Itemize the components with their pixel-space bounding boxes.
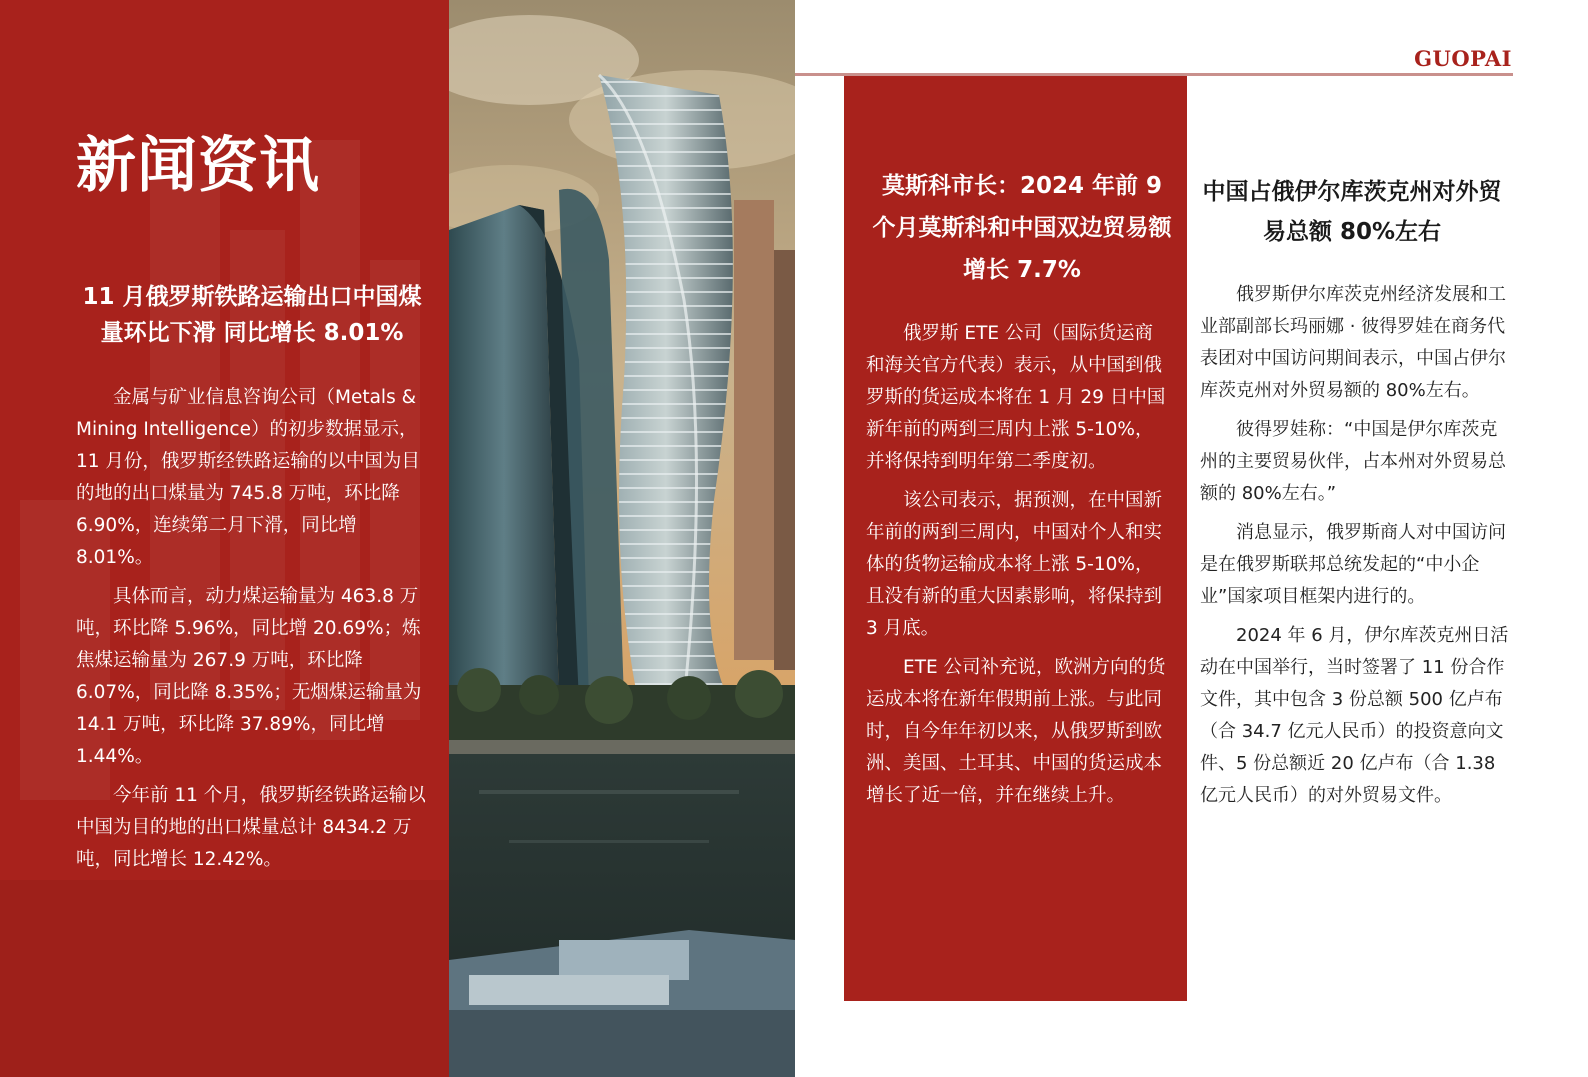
right-article-headline: 中国占俄伊尔库茨克州对外贸易总额 80%左右 bbox=[1202, 179, 1502, 245]
left-article-paragraph: 金属与矿业信息咨询公司（Metals & Mining Intelligence）的初步数据显示，11 月份，俄罗斯经铁路运输的以中国为目的地的出口煤量为 745.8 万吨，环比降 6.90%，连续第二月下滑，同比增 8.01%。 bbox=[76, 387, 420, 568]
ghost-water bbox=[0, 880, 449, 1077]
mid-article-paragraph: ETE 公司补充说，欧洲方向的货运成本将在新年假期前上涨。与此同时，自今年年初以来，从俄罗斯到欧洲、美国、土耳其、中国的货运成本增长了近一倍，并在继续上升。 bbox=[866, 657, 1166, 806]
left-article-body bbox=[76, 382, 428, 883]
right-article-body bbox=[1200, 279, 1510, 819]
skyline-illustration bbox=[449, 0, 795, 1077]
mid-article-headline: 莫斯科市长：2024 年前 9 个月莫斯科和中国双边贸易额增长 7.7% bbox=[872, 173, 1172, 283]
mid-article-body bbox=[866, 318, 1170, 819]
section-title: 新闻资讯 bbox=[76, 131, 320, 201]
right-article-paragraph: 彼得罗娃称：“中国是伊尔库茨克州的主要贸易伙伴，占本州对外贸易总额的 80%左右。” bbox=[1200, 419, 1506, 504]
brand-logo-text: GUOPAI bbox=[1414, 46, 1512, 71]
right-article-paragraph: 2024 年 6 月，伊尔库茨克州日活动在中国举行，当时签署了 11 份合作文件，其中包含 3 份总额 500 亿卢布（合 34.7 亿元人民币）的投资意向文件、5 份总额近 20 亿卢布（合 1.38 亿元人民币）的对外贸易文件。 bbox=[1200, 625, 1509, 806]
mid-article-paragraph: 俄罗斯 ETE 公司（国际货运商和海关官方代表）表示，从中国到俄罗斯的货运成本将在 1 月 29 日中国新年前的两到三周内上涨 5-10%，并将保持到明年第二季度初。 bbox=[866, 323, 1166, 472]
mid-article-paragraph: 该公司表示，据预测，在中国新年前的两到三周内，中国对个人和实体的货物运输成本将上涨 5-10%，且没有新的重大因素影响，将保持到 3 月底。 bbox=[866, 490, 1163, 639]
right-article-paragraph: 俄罗斯伊尔库茨克州经济发展和工业部副部长玛丽娜 · 彼得罗娃在商务代表团对中国访问期间表示，中国占伊尔库茨克州对外贸易额的 80%左右。 bbox=[1200, 284, 1506, 401]
left-article-paragraph: 今年前 11 个月，俄罗斯经铁路运输以中国为目的地的出口煤量总计 8434.2 万吨，同比增长 12.42%。 bbox=[76, 785, 426, 870]
right-article-paragraph: 消息显示，俄罗斯商人对中国访问是在俄罗斯联邦总统发起的“中小企业”国家项目框架内进行的。 bbox=[1200, 522, 1506, 607]
left-article-headline: 11 月俄罗斯铁路运输出口中国煤量环比下滑 同比增长 8.01% bbox=[82, 284, 422, 346]
moscow-city-photo bbox=[449, 0, 795, 1077]
left-article-paragraph: 具体而言，动力煤运输量为 463.8 万吨，环比降 5.96%，同比增 20.69%；炼焦煤运输量为 267.9 万吨，环比降 6.07%，同比降 8.35%；无烟煤运输量为 14.1 万吨，环比降 37.89%，同比增 1.44%。 bbox=[76, 586, 422, 767]
